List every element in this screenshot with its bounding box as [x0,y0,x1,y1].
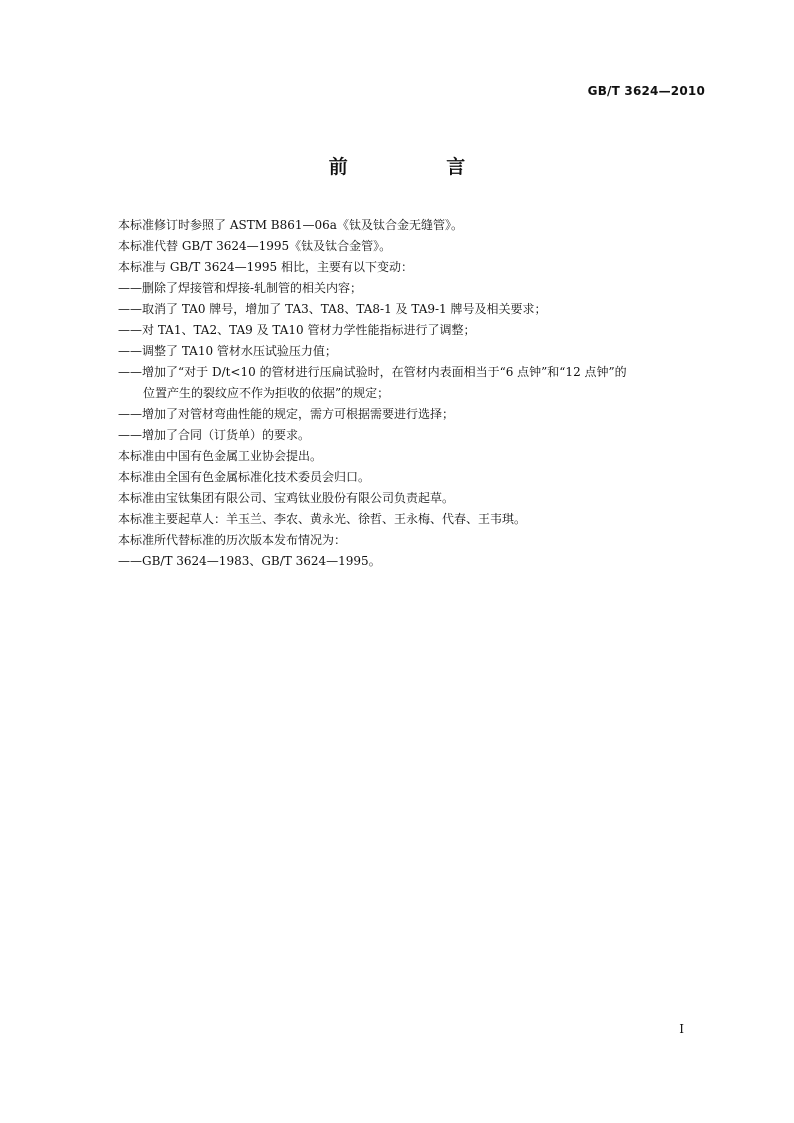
paragraph-changes-intro: 本标准与 GB/T 3624—1995 相比，主要有以下变动： [118,260,413,274]
paragraph-drafted-by: 本标准由宝钛集团有限公司、宝鸡钛业股份有限公司负责起草。 [118,491,455,505]
change-item: ——调整了 TA10 管材水压试验压力值； [118,344,337,358]
standard-number: GB/T 3624—2010 [587,84,705,98]
paragraph-history-intro: 本标准所代替标准的历次版本发布情况为： [118,533,347,547]
paragraph-proposed-by: 本标准由中国有色金属工业协会提出。 [118,449,323,463]
change-item-continuation: 位置产生的裂纹应不作为拒收的依据”的规定； [143,386,390,400]
page-number: I [679,1022,684,1036]
change-item: ——对 TA1、TA2、TA9 及 TA10 管材力学性能指标进行了调整； [118,323,476,337]
paragraph-reference: 本标准修订时参照了 ASTM B861—06a《钛及钛合金无缝管》。 [118,218,463,232]
paragraph-under-jurisdiction: 本标准由全国有色金属标准化技术委员会归口。 [118,470,371,484]
change-item: ——删除了焊接管和焊接-轧制管的相关内容； [118,281,363,295]
paragraph-replaces: 本标准代替 GB/T 3624—1995《钛及钛合金管》。 [118,239,392,253]
section-title: 前 言 [328,156,512,178]
change-item: ——取消了 TA0 牌号，增加了 TA3、TA8、TA8-1 及 TA9-1 牌号及相关要求； [118,302,547,316]
paragraph-drafters: 本标准主要起草人：羊玉兰、李农、黄永光、徐哲、王永梅、代春、王韦琪。 [118,512,527,526]
change-item: ——增加了“对于 D/t<10 的管材进行压扁试验时，在管材内表面相当于“6 点钟”和“12 点钟”的 [118,365,627,379]
change-item: ——增加了对管材弯曲性能的规定，需方可根据需要进行选择； [118,407,455,421]
change-item: ——增加了合同（订货单）的要求。 [118,428,311,442]
history-item: ——GB/T 3624—1983、GB/T 3624—1995。 [118,554,381,568]
foreword-body [118,215,708,572]
